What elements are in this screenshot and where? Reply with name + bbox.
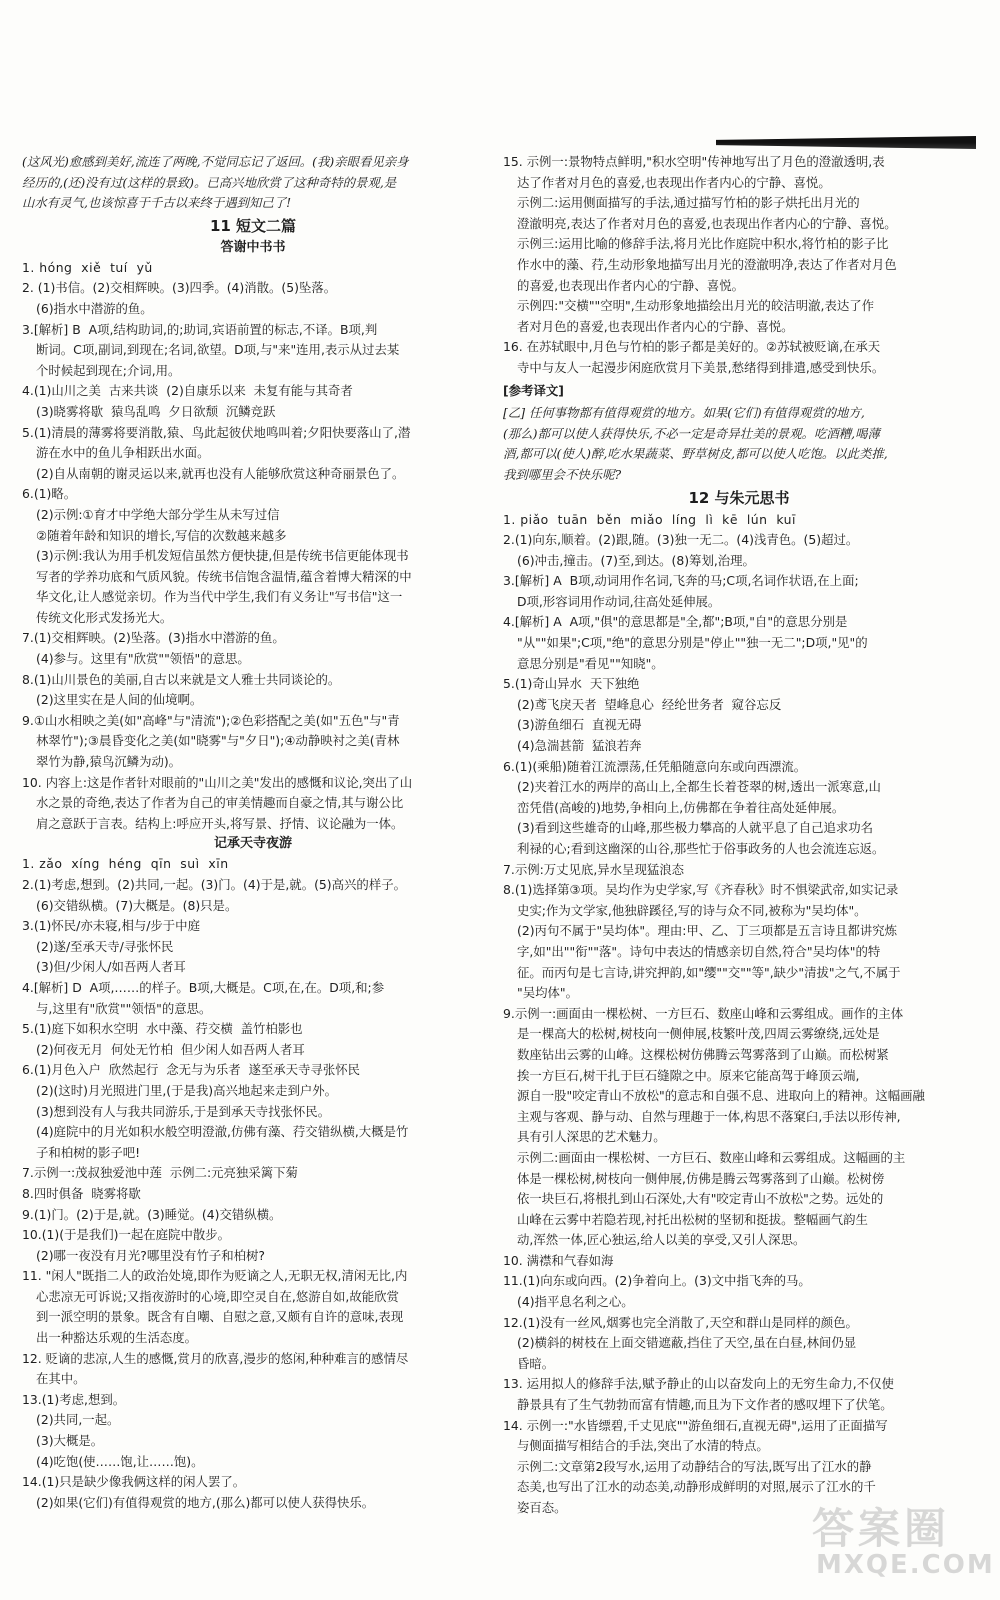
- answer-line: 山峰在云雾中若隐若现,衬托出松树的坚韧和挺拔。整幅画气韵生: [517, 1211, 868, 1227]
- answer-line: (2)(这时)月光照进门里,(于是我)高兴地起来走到户外。: [36, 1082, 338, 1098]
- answer-line: 示例三:运用比喻的修辞手法,将月光比作庭院中积水,将竹柏的影子比: [517, 236, 889, 252]
- answer-line: 写者的学养功底和气质风貌。传统书信饱含温情,蕴含着博大精深的中: [36, 568, 412, 584]
- reference-line: (那么)都可以使人获得快乐,不必一定是奇异壮美的景观。吃酒糟,喝薄: [503, 425, 880, 441]
- answer-line: 征。而丙句是七言诗,讲究押韵,如"缨""交""等",缺少"清拔"之气,不属于: [517, 964, 901, 980]
- site-watermark: [812, 1496, 995, 1586]
- answer-line: 源自一股"咬定青山不放松"的意志和自强不息、进取向上的精神。这幅画融: [517, 1088, 925, 1104]
- answer-line: 10.(1)(于是我们)一起在庭院中散步。: [22, 1227, 231, 1243]
- answer-line: 16. 在苏轼眼中,月色与竹柏的影子都是美好的。②苏轼被贬谪,在承天: [503, 339, 881, 355]
- answer-line: 10. 内容上:这是作者针对眼前的"山川之美"发出的感慨和议论,突出了山: [22, 774, 413, 790]
- answer-line: 林翠竹");③晨昏变化之美(如"晓雾"与"夕日");④动静映衬之美(青林: [36, 733, 400, 749]
- answer-line: (3)晓雾将歇 猿鸟乱鸣 夕日欲颓 沉鳞竞跃: [36, 403, 276, 419]
- answer-line: (2)丙句不属于"吴均体"。理由:甲、乙、丁三项都是五言诗且都讲究炼: [517, 923, 898, 939]
- answer-line: 到一派空明的景象。既含有自嘲、自慰之意,又颇有自许的意味,表现: [36, 1309, 404, 1325]
- answer-line: 2.(1)考虑,想到。(2)共同,一起。(3)门。(4)于是,就。(5)高兴的样子。: [22, 877, 406, 892]
- answer-line: 3.(1)怀民/亦未寝,相与/步于中庭: [22, 918, 200, 934]
- answer-line: 水之景的奇绝,表达了作者为自己的审美情趣而自豪之情,其与谢公比: [36, 795, 404, 811]
- answer-line: 示例四:"交横""空明",生动形象地描绘出月光的皎洁明澈,表达了作: [517, 298, 875, 314]
- answer-line: 与,这里有"欣赏""领悟"的意思。: [36, 1000, 212, 1016]
- left-column: [22, 152, 484, 1513]
- answer-line: 7.(1)交相辉映。(2)坠落。(3)指水中潜游的鱼。: [22, 630, 285, 646]
- subsection-chengtian-temple: 记承天寺夜游: [213, 836, 292, 852]
- answer-line: 挨一方巨石,树干扎于巨石缝隙之中。原来它能高驾于峰顶云端,: [517, 1067, 860, 1083]
- answer-line: 9.(1)门。(2)于是,就。(3)睡觉。(4)交错纵横。: [22, 1206, 282, 1222]
- answer-line: 7.示例:万丈见底,异水呈现猛浪态: [503, 861, 685, 877]
- answer-line: 12.(1)没有一丝风,烟雾也完全消散了,天空和群山是同样的颜色。: [503, 1314, 858, 1330]
- answer-line: 史实;作为文学家,他独辟蹊径,写的诗与众不同,被称为"吴均体"。: [517, 902, 867, 918]
- answer-line: 昏暗。: [517, 1355, 555, 1371]
- answer-line: 动,浑然一体,匠心独运,给人以美的享受,又引人深思。: [517, 1232, 806, 1248]
- answer-line: (2)自从南朝的谢灵运以来,就再也没有人能够欣赏这种奇丽景色了。: [36, 465, 405, 481]
- answer-line: 心悲凉无可诉说;又指夜游时的心境,即空灵自在,悠游自如,故能欣赏: [36, 1288, 399, 1304]
- answer-line: 翠竹为静,猿鸟沉鳞为动)。: [36, 754, 182, 770]
- translation-continuation: [22, 152, 484, 214]
- answer-line: 态美,也写出了江水的动态美,动静形成鲜明的对照,展示了江水的千: [517, 1479, 876, 1495]
- answer-line: (6)冲击,撞击。(7)至,到达。(8)筹划,治理。: [517, 552, 755, 568]
- answer-line: (2)这里实在是人间的仙境啊。: [36, 692, 203, 708]
- answer-line: 寺中与友人一起漫步闲庭欣赏月下美景,愁绪得到排遣,感受到快乐。: [517, 359, 885, 375]
- answer-line: 1. zǎo xíng héng qīn suì xīn: [22, 856, 229, 872]
- answers-block-3: [503, 152, 975, 379]
- answer-line: 在其中。: [36, 1371, 86, 1387]
- answer-line: (3)但/少闲人/如吾两人者耳: [36, 959, 186, 975]
- answer-line: 14.(1)只是缺少像我俩这样的闲人罢了。: [22, 1474, 246, 1490]
- answer-line: 静景具有了生气勃勃而富有情趣,而且为下文作者的感叹埋下了伏笔。: [517, 1397, 893, 1413]
- answer-line: (2)夹着江水的两岸的高山上,全都生长着苍翠的树,透出一派寒意,山: [517, 779, 881, 795]
- translation-line: 山水有灵气,也该惊喜于千古以来终于遇到知己了!: [22, 195, 292, 211]
- answers-block-1: [22, 258, 484, 835]
- answer-line: 5.(1)庭下如积水空明 水中藻、荇交横 盖竹柏影也: [22, 1021, 303, 1037]
- answer-line: 传统文化形式发扬光大。: [36, 609, 173, 625]
- answers-block-4: [503, 510, 975, 1519]
- answer-line: 出一种豁达乐观的生活态度。: [36, 1330, 198, 1346]
- answer-line: 达了作者对月色的喜爱,也表现出作者内心的宁静、喜悦。: [517, 174, 831, 190]
- answer-line: 具有引人深思的艺术魅力。: [517, 1129, 666, 1145]
- answer-line: 4.(1)山川之美 古来共谈 (2)自康乐以来 未复有能与其奇者: [22, 383, 353, 399]
- answer-line: 姿百态。: [517, 1500, 567, 1515]
- translation-line: (这风光)愈感到美好,流连了两晚,不觉同忘记了返回。(我)亲眼看见亲身: [22, 154, 409, 169]
- answer-line: 的喜爱,也表现出作者内心的宁静、喜悦。: [517, 277, 744, 293]
- answer-line: 依一块巨石,将根扎到山石深处,大有"咬定青山不放松"之势。远处的: [517, 1191, 884, 1207]
- reference-line: 酒,都可以(使人)醉,吃水果蔬菜、野草树皮,都可以使人吃饱。以此类推,: [503, 446, 888, 462]
- subsection-answer-xie-zhongshu: 答谢中书书: [220, 239, 286, 255]
- answer-line: (2)示例:①育才中学绝大部分学生从未写过信: [36, 506, 280, 522]
- answer-line: (2)何夜无月 何处无竹柏 但少闲人如吾两人者耳: [36, 1041, 305, 1057]
- reference-line: [乙] 任何事物都有值得观赏的地方。如果(它们)有值得观赏的地方,: [503, 405, 865, 421]
- answer-line: 6.(1)(乘船)随着江流漂荡,任凭船随意向东或向西漂流。: [503, 758, 807, 774]
- answer-line: 4.[解析] D A项,……的样子。B项,大概是。C项,在,在。D项,和;参: [22, 979, 385, 995]
- answer-line: 示例二:运用侧面描写的手法,通过描写竹柏的影子烘托出月光的: [517, 195, 860, 211]
- answer-line: (2)哪一夜没有月光?哪里没有竹子和柏树?: [36, 1247, 265, 1263]
- section-12-title: 12 与朱元思书: [688, 488, 790, 507]
- answer-line: 2. (1)书信。(2)交相辉映。(3)四季。(4)消散。(5)坠落。: [22, 280, 337, 296]
- answer-line: (4)参与。这里有"欣赏""领悟"的意思。: [36, 651, 250, 667]
- answer-line: 6.(1)月色入户 欣然起行 念无与为乐者 遂至承天寺寻张怀民: [22, 1062, 360, 1078]
- watermark-url: MXQE.COM: [816, 1550, 995, 1580]
- answer-line: 8.(1)选择第③项。吴均作为史学家,写《齐春秋》时不惧梁武帝,如实记录: [503, 882, 899, 898]
- answer-line: 体是一棵松树,树枝向一侧伸展,仿佛是腾云驾雾落到了山巅。松树傍: [517, 1170, 885, 1186]
- answer-line: (6)交错纵横。(7)大概是。(8)只是。: [36, 897, 238, 913]
- answer-line: 7.示例一:茂叔独爱池中莲 示例二:元亮独采篱下菊: [22, 1165, 298, 1181]
- answer-line: (3)游鱼细石 直视无碍: [517, 717, 642, 733]
- answer-line: 10. 满襟和气春如海: [503, 1252, 614, 1268]
- answer-line: (4)指平息名利之心。: [517, 1294, 634, 1310]
- answer-line: 者对月色的喜爱,也表现出作者内心的宁静、喜悦。: [517, 318, 794, 334]
- answer-line: 示例二:画面由一棵松树、一方巨石、数座山峰和云雾组成。这幅画的主: [517, 1149, 906, 1165]
- answer-line: "吴均体"。: [517, 985, 578, 1001]
- header-rule: [716, 136, 976, 149]
- reference-translation: [503, 403, 975, 485]
- reference-line: 我到哪里会不快乐呢?: [503, 466, 622, 482]
- answer-line: 3.[解析] A B项,动词用作名词,飞奔的马;C项,名词作状语,在上面;: [503, 573, 859, 589]
- answer-line: (6)指水中潜游的鱼。: [36, 300, 153, 316]
- answer-line: 8.(1)山川景色的美丽,自古以来就是文人雅士共同谈论的。: [22, 671, 341, 687]
- answer-line: 11.(1)向东或向西。(2)争着向上。(3)文中指飞奔的马。: [503, 1273, 811, 1289]
- answer-line: (3)大概是。: [36, 1433, 104, 1449]
- reference-translation-label: [参考译文]: [503, 382, 564, 398]
- answer-line: 2.(1)向东,顺着。(2)跟,随。(3)独一无二。(4)浅青色。(5)超过。: [503, 532, 859, 548]
- answer-line: 是一棵高大的松树,树枝向一侧伸展,枝繁叶茂,四周云雾缭绕,远处是: [517, 1026, 880, 1042]
- answer-line: 利禄的心;看到这幽深的山谷,那些忙于俗事政务的人也会流连忘返。: [517, 841, 885, 856]
- answer-line: (4)吃饱(使……饱,让……饱)。: [36, 1453, 204, 1469]
- answer-line: 9.①山水相映之美(如"高峰"与"清流");②色彩搭配之美(如"五色"与"青: [22, 712, 400, 728]
- answer-line: (3)想到没有人与我共同游乐,于是到承天寺找张怀民。: [36, 1103, 331, 1119]
- answer-line: (3)看到这些雄奇的山峰,那些极力攀高的人就平息了自己追求功名: [517, 820, 874, 836]
- answer-line: 子和柏树的影子吧!: [36, 1144, 141, 1160]
- answer-line: 13. 运用拟人的修辞手法,赋予静止的山以奋发向上的无穷生命力,不仅使: [503, 1376, 894, 1392]
- answer-line: 11. "闲人"既指二人的政治处境,即作为贬谪之人,无职无权,清闲无比,内: [22, 1268, 408, 1284]
- answer-line: 13.(1)考虑,想到。: [22, 1391, 126, 1407]
- answer-line: 与侧面描写相结合的手法,突出了水清的特点。: [517, 1438, 769, 1454]
- answer-line: (4)庭院中的月光如积水般空明澄澈,仿佛有藻、荇交错纵横,大概是竹: [36, 1124, 409, 1140]
- answer-line: 游在水中的鱼儿争相跃出水面。: [36, 445, 210, 461]
- answer-line: 8.四时俱备 晓雾将歇: [22, 1185, 141, 1201]
- answer-line: (2)鸢飞戾天者 望峰息心 经纶世务者 窥谷忘反: [517, 696, 782, 712]
- answer-line: 1. piǎo tuān běn miǎo líng lì kē lún kuī: [503, 511, 796, 527]
- answer-line: (2)遂/至承天寺/寻张怀民: [36, 938, 174, 954]
- answer-line: ②随着年龄和知识的增长,写信的次数越来越多: [36, 527, 287, 543]
- answer-line: 15. 示例一:景物特点鲜明,"积水空明"传神地写出了月色的澄澈透明,表: [503, 154, 885, 169]
- answer-line: 12. 贬谪的悲凉,人生的感慨,赏月的欣喜,漫步的悠闲,种种难言的感情尽: [22, 1350, 409, 1366]
- answer-line: 个时候起到现在;介词,用。: [36, 362, 181, 378]
- answer-line: 字,如"出""衔""落"。诗句中表达的情感亲切自然,符合"吴均体"的特: [517, 943, 881, 959]
- answer-line: 意思分别是"看见""知晓"。: [517, 655, 664, 671]
- answer-line: 9.示例一:画面由一棵松树、一方巨石、数座山峰和云雾组成。画作的主体: [503, 1005, 904, 1021]
- answer-line: 澄澈明亮,表达了作者对月色的喜爱,也表现出作者内心的宁静、喜悦。: [517, 215, 897, 231]
- answer-line: 4.[解析] A A项,"俱"的意思都是"全,都";B项,"自"的意思分别是: [503, 614, 848, 630]
- right-column: [503, 152, 975, 1519]
- answer-line: 3.[解析] B A项,结构助词,的;助词,宾语前置的标志,不译。B项,判: [22, 321, 378, 337]
- answer-line: (4)急湍甚箭 猛浪若奔: [517, 738, 642, 754]
- answer-line: 5.(1)清晨的薄雾将要消散,猿、鸟此起彼伏地鸣叫着;夕阳快要落山了,潜: [22, 424, 411, 440]
- answer-line: 主观与客观、静与动、自然与理趣于一体,构思不落窠臼,手法以形传神,: [517, 1108, 901, 1124]
- answer-line: 肩之意跃于言表。结构上:呼应开头,将写景、抒情、议论融为一体。: [36, 815, 404, 831]
- answer-line: 断词。C项,副词,到现在;名词,欲望。D项,与"来"连用,表示从过去某: [36, 342, 400, 358]
- answer-line: 示例二:文章第2段写水,运用了动静结合的写法,既写出了江水的静: [517, 1458, 872, 1474]
- answer-line: (2)横斜的树枝在上面交错遮蔽,挡住了天空,虽在白昼,林间仍显: [517, 1335, 857, 1351]
- answer-line: 峦凭借(高峻的)地势,争相向上,仿佛都在争着往高处延伸展。: [517, 799, 845, 815]
- answer-line: 5.(1)奇山异水 天下独绝: [503, 676, 640, 692]
- watermark-logo-text: 答案圈: [812, 1504, 951, 1553]
- answer-line: "从""如果";C项,"绝"的意思分别是"停止""独一无二";D项,"见"的: [517, 635, 868, 651]
- answer-line: (2)如果(它们)有值得观赏的地方,(那么)都可以使人获得快乐。: [36, 1494, 375, 1510]
- answer-line: (3)示例:我认为用手机发短信虽然方便快捷,但是传统书信更能体现书: [36, 548, 409, 564]
- answers-block-2: [22, 854, 484, 1513]
- section-11-title: 11 短文二篇: [209, 216, 297, 235]
- answer-line: 数座钻出云雾的山峰。这棵松树仿佛腾云驾雾落到了山巅。而松树紧: [517, 1046, 889, 1062]
- answer-line: D项,形容词用作动词,往高处延伸展。: [517, 593, 721, 609]
- answer-line: 1. hóng xiě tuí yǔ: [22, 259, 153, 275]
- translation-line: 经历的,(还)没有过(这样的景致)。已高兴地欣赏了这种奇特的景观,是: [22, 174, 397, 190]
- answer-line: (2)共同,一起。: [36, 1412, 120, 1428]
- answer-line: 作水中的藻、荇,生动形象地描写出月光的澄澈明净,表达了作者对月色: [517, 256, 897, 272]
- answer-line: 14. 示例一:"水皆缥碧,千丈见底""游鱼细石,直视无碍",运用了正面描写: [503, 1417, 888, 1433]
- answer-line: 华文化,让人感觉亲切。作为当代中学生,我们有义务让"写书信"这一: [36, 589, 403, 605]
- answer-line: 6.(1)略。: [22, 486, 77, 502]
